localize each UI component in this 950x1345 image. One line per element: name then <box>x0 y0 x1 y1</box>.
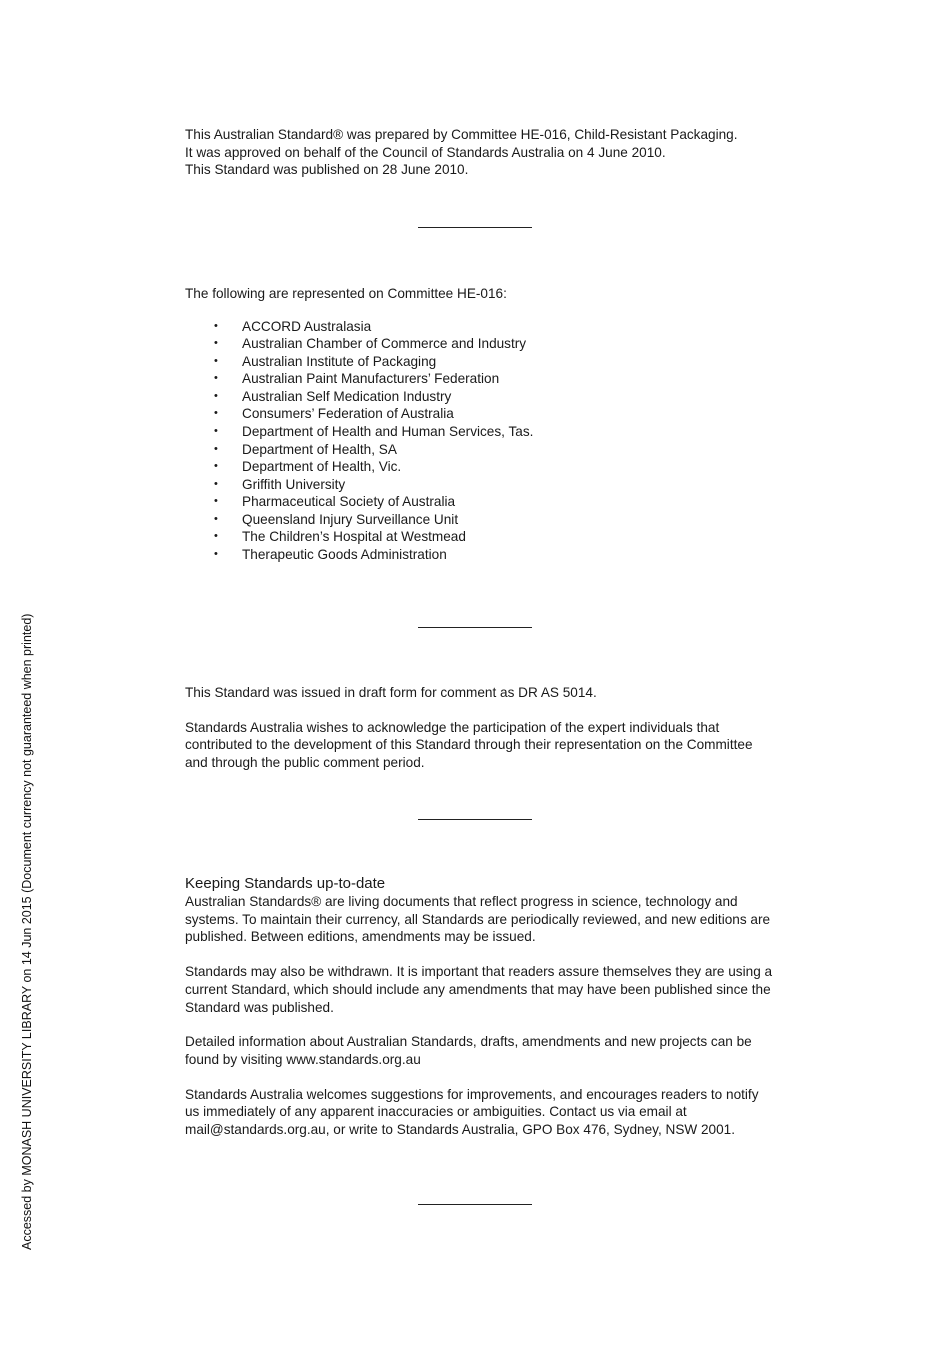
list-item: • ACCORD Australasia <box>214 318 372 334</box>
bullet-icon: • <box>214 389 218 402</box>
list-item: • Department of Health, SA <box>214 441 397 457</box>
keeping-paragraph-4: Standards Australia welcomes suggestions for improvements, and encourages readers to notify us immediately of any apparent inaccuracies or ambiguities. Contact us via email at mail@standards.org.au, or write to Standards Australia, GPO Box 476, Sydney, NSW 2001. <box>185 1086 759 1138</box>
keeping-standards-block <box>185 875 785 1139</box>
list-item: • Pharmaceutical Society of Australia <box>214 494 456 510</box>
list-item: • Australian Paint Manufacturers’ Federation <box>214 371 500 387</box>
list-item: • The Children’s Hospital at Westmead <box>214 529 466 545</box>
bullet-icon: • <box>214 460 218 473</box>
bullet-icon: • <box>214 337 218 350</box>
list-item: • Australian Institute of Packaging <box>214 353 437 369</box>
keeping-paragraph-2: Standards may also be withdrawn. It is important that readers assure themselves they are using a current Standard, which should include any amendments that may have been published since the Standard was published. <box>185 964 773 1015</box>
preparation-line-approval: It was approved on behalf of the Council of Standards Australia on 4 June 2010. <box>185 144 666 160</box>
bullet-icon: • <box>214 547 218 560</box>
section-divider <box>418 627 532 628</box>
bullet-icon: • <box>214 495 218 508</box>
draft-block <box>185 684 785 772</box>
draft-issued-text: This Standard was issued in draft form for comment as DR AS 5014. <box>185 685 597 700</box>
keeping-paragraph-3: Detailed information about Australian Standards, drafts, amendments and new projects can be found by visiting www.standards.org.au <box>185 1034 752 1067</box>
section-divider <box>418 819 532 820</box>
list-item: • Consumers’ Federation of Australia <box>214 406 454 422</box>
bullet-icon: • <box>214 319 218 332</box>
list-item: • Griffith University <box>214 476 346 492</box>
acknowledgement-text: Standards Australia wishes to acknowledge the participation of the expert individuals that contributed to the development of this Standard through their representation on the Committee and through the public comment period. <box>185 719 753 771</box>
bullet-icon: • <box>214 407 218 420</box>
preparation-line-published: This Standard was published on 28 June 2010. <box>185 162 469 178</box>
committee-intro: The following are represented on Committee HE-016: <box>185 286 507 301</box>
bullet-icon: • <box>214 424 218 437</box>
preparation-line-committee: This Australian Standard® was prepared by Committee HE-016, Child-Resistant Packaging. <box>185 127 738 142</box>
list-item: • Department of Health and Human Services, Tas. <box>214 423 534 439</box>
list-item: • Therapeutic Goods Administration <box>214 546 447 562</box>
access-watermark: Accessed by MONASH UNIVERSITY LIBRARY on 14 Jun 2015 (Document currency not guaranteed when printed) <box>20 613 34 1250</box>
bullet-icon: • <box>214 354 218 367</box>
bullet-icon: • <box>214 512 218 525</box>
section-heading: Keeping Standards up-to-date <box>185 875 386 892</box>
keeping-paragraph-1: Australian Standards® are living documents that reflect progress in science, technology and systems. To maintain their currency, all Standards are periodically reviewed, and new editions are published. Between editions, amendments may be issued. <box>185 894 771 945</box>
bullet-icon: • <box>214 477 218 490</box>
section-divider <box>418 1204 532 1205</box>
preparation-block <box>185 126 785 179</box>
list-item: • Australian Self Medication Industry <box>214 388 452 404</box>
section-divider <box>418 227 532 228</box>
bullet-icon: • <box>214 372 218 385</box>
bullet-icon: • <box>214 442 218 455</box>
list-item: • Department of Health, Vic. <box>214 459 402 475</box>
committee-block <box>185 285 785 563</box>
list-item: • Queensland Injury Surveillance Unit <box>214 511 459 527</box>
bullet-icon: • <box>214 530 218 543</box>
list-item: • Australian Chamber of Commerce and Industry <box>214 336 527 352</box>
committee-member-list <box>185 318 785 564</box>
